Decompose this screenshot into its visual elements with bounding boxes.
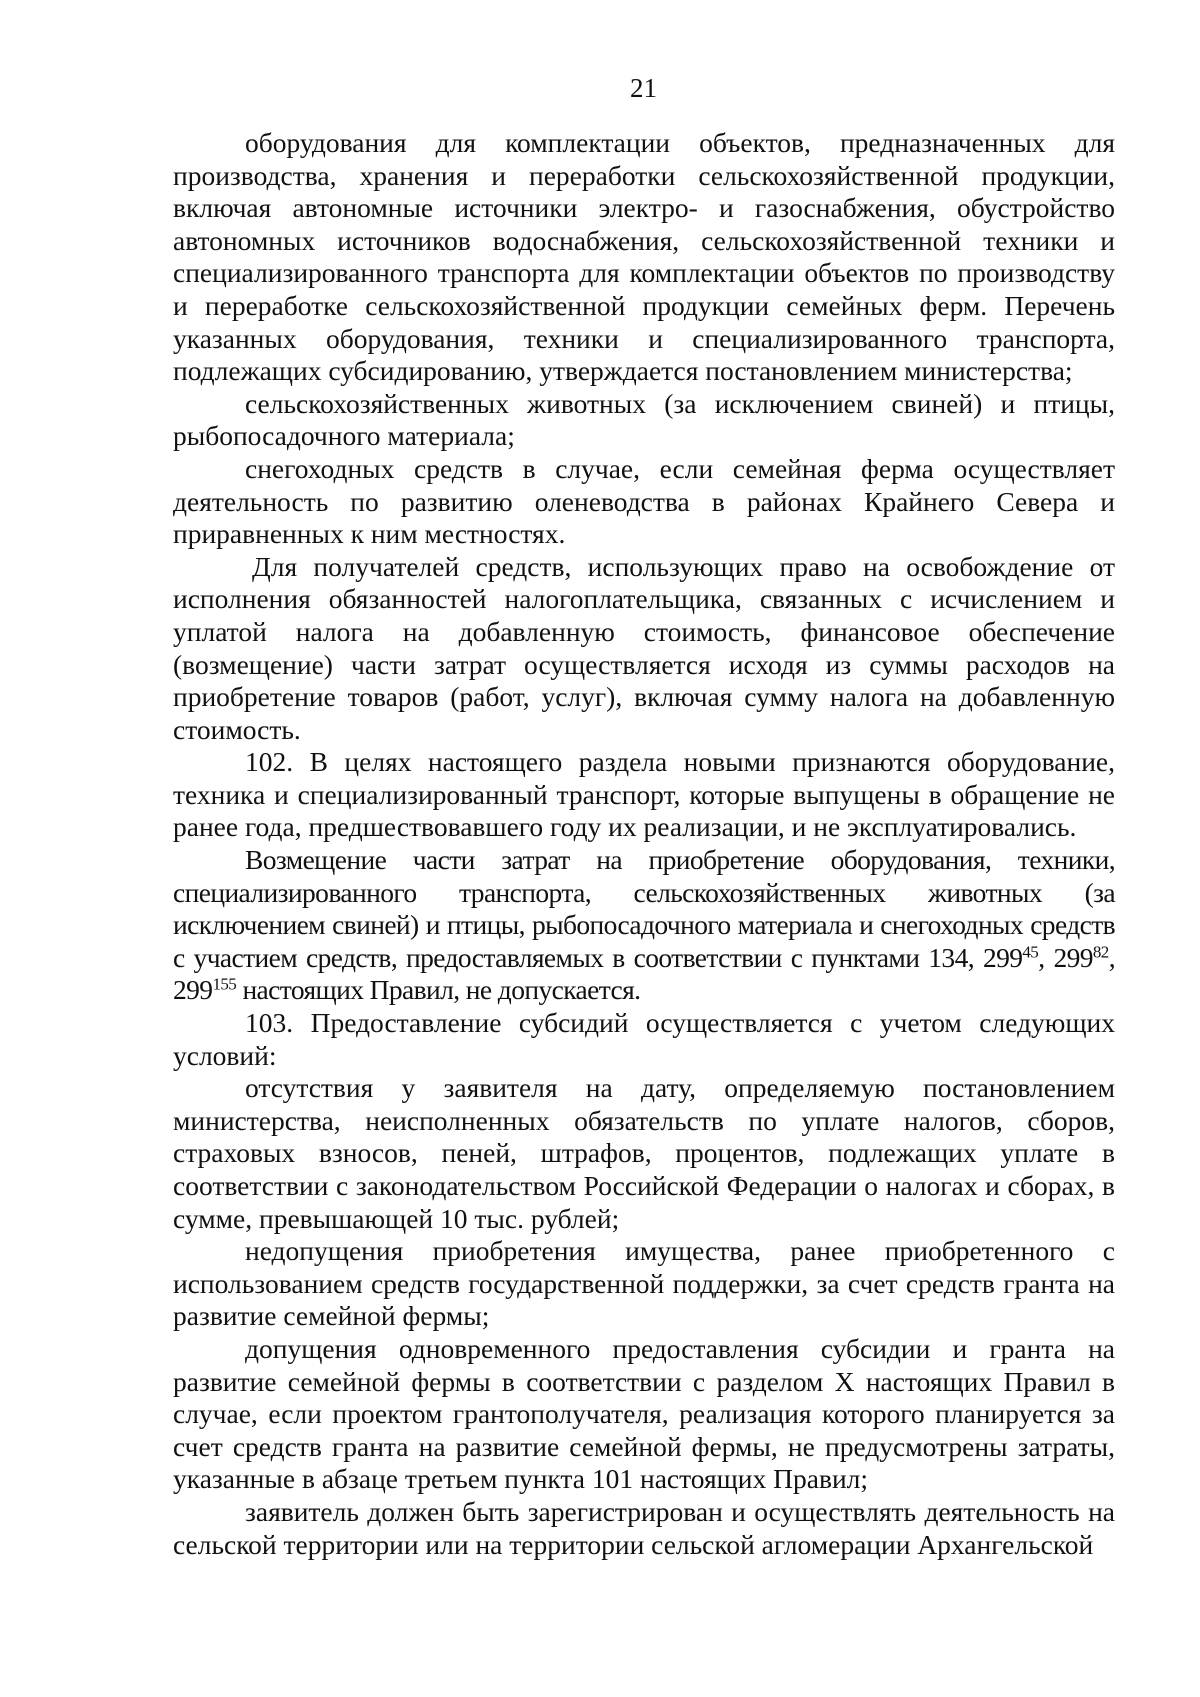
reference-299-155: $299^{155}$ bbox=[173, 974, 237, 1006]
paragraph-snowmobiles: снегоходных средств в случае, если семейная ферма осуществляет деятельность по развитию оленеводства в районах Крайнего Севера и приравненных к ним местностях. bbox=[173, 452, 1115, 550]
paragraph-animals: сельскохозяйственных животных (за исключением свиней) и птицы, рыбопосадочного материала; bbox=[173, 387, 1115, 452]
reimbursement-tail: настоящих Правил, не допускается. bbox=[242, 974, 641, 1006]
paragraph-reimbursement: Возмещение части затрат на приобретение оборудования, техники, специализированного транспорта, сельскохозяйственных животных (за исключением свиней) и птицы, рыбопосадочного материала и снегоходных средств с участием средств, предоставляемых в соответствии с пунктами 134, $299^{45}$, $299^{82}$, $299^{155}$ настоящих Правил, не допускается. bbox=[173, 844, 1115, 1006]
paragraph-simultaneous-grant: допущения одновременного предоставления субсидии и гранта на развитие семейной фермы в соответствии с разделом X настоящих Правил в случае, если проектом грантополучателя, реализация которого планируется за счет средств гранта на развитие семейной фермы, не предусмотрены затраты, указанные в абзаце третьем пункта 101 настоящих Правил; bbox=[173, 1332, 1115, 1495]
paragraph-registration: заявитель должен быть зарегистрирован и осуществлять деятельность на сельской территории или на территории сельской агломерации Архангельской bbox=[173, 1495, 1115, 1560]
paragraph-103: 103. Предоставление субсидий осуществляется с учетом следующих условий: bbox=[173, 1007, 1115, 1071]
reference-299-45: $299^{45}$ bbox=[982, 941, 1039, 973]
page-number: 21 bbox=[630, 73, 657, 103]
reimbursement-text: Возмещение части затрат на приобретение оборудования, техники, специализированного транспорта, сельскохозяйственных животных (за исключением свиней) и птицы, рыбопосадочного материала и снегоходных средств с участием средств, предоставляемых в соответствии с пунктами 134, bbox=[173, 844, 1115, 973]
paragraph-equipment: оборудования для комплектации объектов, предназначенных для производства, хранения и переработки сельскохозяйственной продукции, включая автономные источники электро- и газоснабжения, обустройство автономных источников водоснабжения, сельскохозяйственной техники и специализированного транспорта для комплектации объектов по производству и переработке сельскохозяйственной продукции семейных ферм. Перечень указанных оборудования, техники и специализированного транспорта, подлежащих субсидированию, утверждается постановлением министерства; bbox=[173, 127, 1115, 387]
paragraph-property: недопущения приобретения имущества, ранее приобретенного с использованием средств государственной поддержки, за счет средств гранта на развитие семейной фермы; bbox=[173, 1235, 1115, 1332]
reference-299-82: $299^{82}$ bbox=[1053, 941, 1109, 973]
paragraph-102: 102. В целях настоящего раздела новыми признаются оборудование, техника и специализированный транспорт, которые выпущены в обращение не ранее года, предшествовавшего году их реализации, и не эксплуатировались. bbox=[173, 746, 1115, 843]
paragraph-vat: Для получателей средств, использующих право на освобождение от исполнения обязанностей налогоплательщика, связанных с исчислением и уплатой налога на добавленную стоимость, финансовое обеспечение (возмещение) части затрат осуществляется исходя из суммы расходов на приобретение товаров (работ, услуг), включая сумму налога на добавленную стоимость. bbox=[173, 550, 1115, 745]
paragraph-tax-debt: отсутствия у заявителя на дату, определяемую постановлением министерства, неисполненных обязательств по уплате налогов, сборов, страховых взносов, пеней, штрафов, процентов, подлежащих уплате в соответствии с законодательством Российской Федерации о налогах и сборах, в сумме, превышающей 10 тыс. рублей; bbox=[173, 1072, 1115, 1234]
document-body bbox=[173, 127, 1115, 1561]
